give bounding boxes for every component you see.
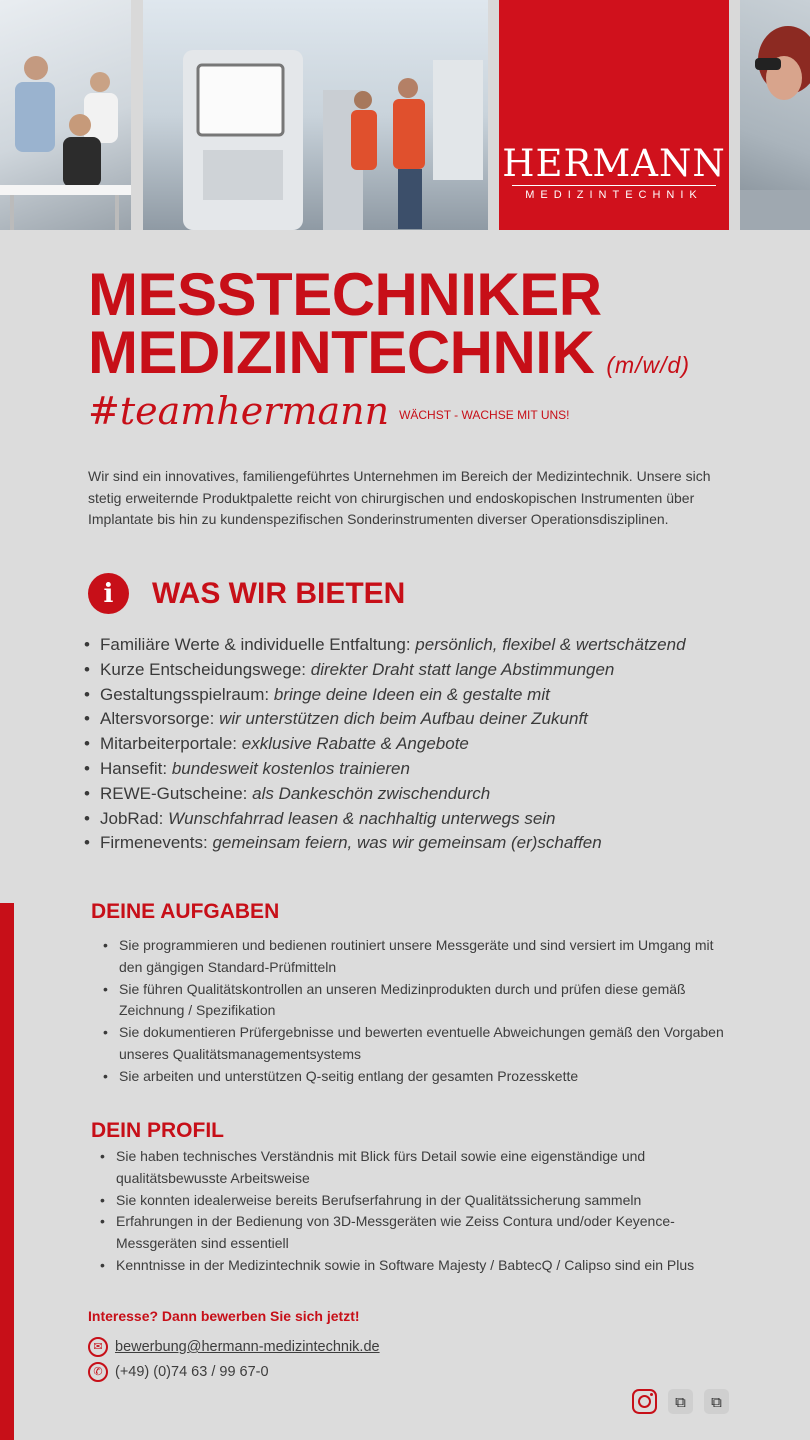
list-item: • Hansefit: bundesweit kostenlos trainieren: [100, 757, 760, 782]
info-icon: i: [88, 573, 129, 614]
linkedin-icon[interactable]: ⧉: [704, 1389, 729, 1414]
mail-icon: ✉: [88, 1337, 108, 1357]
gender-note: (m/w/d): [606, 352, 690, 378]
social-links: [632, 1389, 729, 1414]
list-item: • Sie führen Qualitätskontrollen an unseren Medizinprodukten durch und prüfen diese gemäß Zeichnung / Spezifikation: [119, 979, 729, 1023]
hermann-logo: [499, 142, 729, 201]
logo-subline: MEDIZINTECHNIK: [525, 189, 703, 201]
workshop-photo: [143, 0, 488, 230]
tasks-list: [119, 935, 729, 1088]
list-item: • Sie dokumentieren Prüfergebnisse und bewerten eventuelle Abweichungen gemäß den Vorgaben unseres Qualitätsmanagementsystems: [119, 1022, 729, 1066]
workshop-illustration: [143, 0, 488, 230]
list-item: • Sie programmieren und bedienen routiniert unsere Messgeräte und sind versiert im Umgang mit den gängigen Standard-Prüfmitteln: [119, 935, 729, 979]
list-item: • Altersvorsorge: wir unterstützen dich beim Aufbau deiner Zukunft: [100, 707, 760, 732]
instagram-icon[interactable]: [632, 1389, 657, 1414]
job-title-line2: MEDIZINTECHNIK: [88, 319, 595, 386]
benefits-list: [100, 633, 760, 856]
list-item: • Erfahrungen in der Bedienung von 3D-Messgeräten wie Zeiss Contura und/oder Keyence-Messgeräten sind essentiell: [116, 1211, 741, 1255]
list-item: • JobRad: Wunschfahrrad leasen & nachhaltig unterwegs sein: [100, 807, 760, 832]
email-link[interactable]: bewerbung@hermann-medizintechnik.de: [115, 1339, 380, 1355]
xing-icon[interactable]: ⧉: [668, 1389, 693, 1414]
tasks-title: DEINE AUFGABEN: [91, 900, 280, 923]
list-item: • Firmenevents: gemeinsam feiern, was wir gemeinsam (er)schaffen: [100, 831, 760, 856]
phone-number[interactable]: (+49) (0)74 63 / 99 67-0: [115, 1364, 269, 1380]
job-title-line1: MESSTECHNIKER: [88, 261, 602, 328]
list-item: • Kurze Entscheidungswege: direkter Draht statt lange Abstimmungen: [100, 658, 760, 683]
email-contact[interactable]: [88, 1337, 738, 1357]
office-team-illustration: [0, 0, 131, 230]
job-title: [88, 261, 738, 394]
hashtag: #teamhermann: [88, 389, 390, 433]
job-title-line2-row: [88, 319, 738, 394]
tagline-text: WÄCHST - WACHSE MIT UNS!: [399, 408, 570, 422]
lab-illustration: [740, 0, 810, 230]
logo-wordmark: HERMANN: [502, 142, 726, 185]
profile-list: [116, 1146, 741, 1277]
list-item: • Sie arbeiten und unterstützen Q-seitig entlang der gesamten Prozesskette: [119, 1066, 729, 1088]
phone-contact[interactable]: [88, 1362, 738, 1382]
list-item: • Mitarbeiterportale: exklusive Rabatte & Angebote: [100, 732, 760, 757]
header-photo-strip: [0, 0, 810, 230]
list-item: • Gestaltungsspielraum: bringe deine Ideen ein & gestalte mit: [100, 683, 760, 708]
intro-paragraph: Wir sind ein innovatives, familiengeführtes Unternehmen im Bereich der Medizintechnik. Unsere sich stetig erweiternde Produktpalette reicht von chirurgischen und endoskopischen Instrumenten über Implantate bis hin zu kundenspezifischen Sonderinstrumenten diverser Operationsdisziplinen.: [88, 468, 711, 527]
logo-panel: [499, 0, 729, 230]
list-item: • Sie konnten idealerweise bereits Berufserfahrung in der Qualitätssicherung sammeln: [116, 1190, 741, 1212]
logo-rule: [512, 185, 716, 186]
phone-icon: ✆: [88, 1362, 108, 1382]
apply-cta: Interesse? Dann bewerben Sie sich jetzt!: [88, 1308, 360, 1324]
list-item: • Kenntnisse in der Medizintechnik sowie in Software Majesty / BabtecQ / Calipso sind ein Plus: [116, 1255, 741, 1277]
list-item: • Sie haben technisches Verständnis mit Blick fürs Detail sowie eine eigenständige und qualitätsbewusste Arbeitsweise: [116, 1146, 741, 1190]
lab-photo: [740, 0, 810, 230]
tagline: [88, 389, 738, 433]
list-item: • REWE-Gutscheine: als Dankeschön zwischendurch: [100, 782, 760, 807]
offer-heading: [88, 573, 738, 614]
offer-title: WAS WIR BIETEN: [152, 576, 406, 610]
list-item: • Familiäre Werte & individuelle Entfaltung: persönlich, flexibel & wertschätzend: [100, 633, 760, 658]
left-accent-bar: [0, 903, 14, 1440]
profile-title: DEIN PROFIL: [91, 1119, 225, 1142]
office-team-photo: [0, 0, 131, 230]
